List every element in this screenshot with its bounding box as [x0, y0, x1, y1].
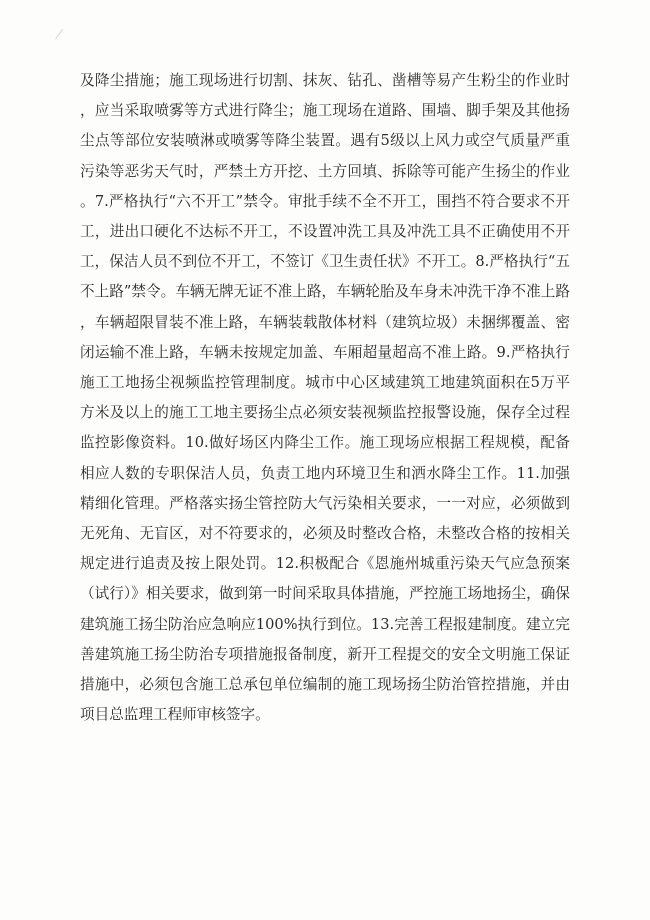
- scan-mark: [55, 29, 68, 43]
- document-body-text: 及降尘措施；施工现场进行切割、抹灰、钻孔、凿槽等易产生粉尘的作业时，应当采取喷雾等方式进行降尘；施工现场在道路、围墙、脚手架及其他扬尘点等部位安装喷淋或喷雾等降尘装置。遇有5级以上风力或空气质量严重污染等恶劣天气时，严禁土方开挖、土方回填、拆除等可能产生扬尘的作业。7.严格执行“六不开工”禁令。审批手续不全不开工，围挡不符合要求不开工，进出口硬化不达标不开工，不设置冲洗工具及冲洗工具不正确使用不开工，保洁人员不到位不开工，不签订《卫生责任状》不开工。8.严格执行“五不上路”禁令。车辆无牌无证不准上路，车辆轮胎及车身未冲洗干净不准上路，车辆超限冒装不准上路，车辆装载散体材料（建筑垃圾）未捆绑覆盖、密闭运输不准上路，车辆未按规定加盖、车厢超量超高不准上路。9.严格执行施工工地扬尘视频监控管理制度。城市中心区域建筑工地建筑面积在5万平方米及以上的施工工地主要扬尘点必须安装视频监控报警设施，保存全过程监控影像资料。10.做好场区内降尘工作。施工现场应根据工程规模，配备相应人数的专职保洁人员，负责工地内环境卫生和洒水降尘工作。11.加强精细化管理。严格落实扬尘管控防大气污染相关要求，一一对应，必须做到无死角、无盲区，对不符要求的，必须及时整改合格，未整改合格的按相关规定进行追责及按上限处罚。12.积极配合《恩施州城重污染天气应急预案（试行）》相关要求，做到第一时间采取具体措施，严控施工场地扬尘，确保建筑施工扬尘防治应急响应100%执行到位。13.完善工程报建制度。建立完善建筑施工扬尘防治专项措施报备制度，新开工程提交的安全文明施工保证措施中，必须包含施工总承包单位编制的施工现场扬尘防治管控措施，并由项目总监理工程师审核签字。: [80, 72, 570, 724]
